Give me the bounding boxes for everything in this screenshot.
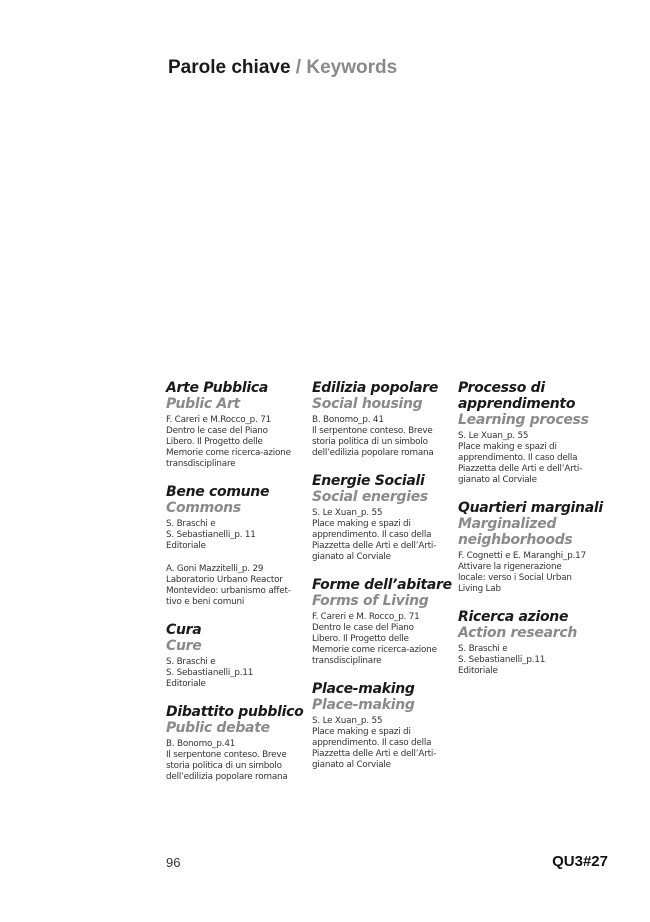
article-reference — [458, 644, 608, 677]
keyword-italian: Dibattito pubblico — [166, 704, 304, 720]
keyword-entry — [312, 380, 452, 459]
title-italian: Parole chiave — [168, 57, 291, 78]
reference-line: S. Sebastianelli_p. 11 — [166, 530, 256, 540]
reference-line: Dentro le case del Piano — [312, 623, 414, 633]
article-reference — [312, 716, 452, 771]
keyword-italian: apprendimento — [458, 396, 576, 412]
reference-line: Place making e spazi di — [312, 727, 411, 737]
reference-line: transdisciplinare — [166, 459, 236, 469]
article-reference — [458, 431, 608, 486]
keyword-italian: Bene comune — [166, 484, 270, 500]
reference-line: Piazzetta delle Arti e dell’Arti- — [312, 541, 437, 551]
reference-line: S. Braschi e — [166, 519, 216, 529]
page-number: 96 — [166, 855, 181, 870]
reference-line: transdisciplinare — [312, 656, 382, 666]
issue-label: QU3#27 — [552, 853, 608, 870]
reference-line: S. Le Xuan_p. 55 — [458, 431, 529, 441]
keyword-entry — [458, 380, 608, 486]
reference-line: S. Sebastianelli_p.11 — [458, 655, 546, 665]
reference-line: apprendimento. Il caso della — [458, 453, 578, 463]
reference-line: dell’edilizia popolare romana — [166, 772, 288, 782]
article-reference — [312, 508, 452, 563]
keyword-italian: Quartieri marginali — [458, 500, 603, 516]
keyword-column-1 — [166, 380, 306, 797]
reference-line: F. Careri e M.Rocco_p. 71 — [166, 415, 271, 425]
article-reference — [458, 551, 608, 595]
reference-line: Libero. Il Progetto delle — [166, 437, 263, 447]
reference-line: gianato al Corviale — [312, 552, 391, 562]
keyword-italian: Place-making — [312, 681, 415, 697]
reference-line: locale: verso i Social Urban — [458, 573, 572, 583]
keyword-english: Learning process — [458, 412, 589, 428]
reference-line: B. Bonomo_p.41 — [166, 739, 236, 749]
reference-line: gianato al Corviale — [458, 475, 537, 485]
keyword-column-2 — [312, 380, 452, 785]
keyword-english: Commons — [166, 500, 241, 516]
title-separator: / — [290, 57, 307, 78]
keyword-entry — [166, 380, 306, 470]
reference-line: B. Bonomo_p. 41 — [312, 415, 384, 425]
reference-line: tivo e beni comuni — [166, 597, 245, 607]
article-reference — [166, 739, 306, 783]
article-reference — [166, 519, 306, 552]
keyword-column-3 — [458, 380, 608, 691]
keyword-italian: Forme dell’abitare — [312, 577, 452, 593]
reference-line: Living Lab — [458, 584, 501, 594]
keyword-italian: Edilizia popolare — [312, 380, 439, 396]
keyword-entry — [312, 577, 452, 667]
keyword-italian: Cura — [166, 622, 202, 638]
reference-line: S. Le Xuan_p. 55 — [312, 716, 383, 726]
keyword-entry — [166, 622, 306, 690]
keyword-italian: Energie Sociali — [312, 473, 425, 489]
keyword-english: neighborhoods — [458, 532, 573, 548]
reference-line: Il serpentone conteso. Breve — [312, 426, 433, 436]
keyword-italian: Ricerca azione — [458, 609, 569, 625]
page-title — [168, 57, 397, 79]
reference-line: Libero. Il Progetto delle — [312, 634, 409, 644]
article-reference — [312, 415, 452, 459]
keyword-italian: Arte Pubblica — [166, 380, 269, 396]
reference-line: Place making e spazi di — [312, 519, 411, 529]
article-reference — [166, 657, 306, 690]
article-reference — [312, 612, 452, 667]
keyword-entry — [312, 681, 452, 771]
reference-line: S. Braschi e — [166, 657, 216, 667]
keyword-entry — [166, 484, 306, 608]
reference-line: Attivare la rigenerazione — [458, 562, 562, 572]
keyword-italian: Processo di — [458, 380, 545, 396]
reference-line: Piazzetta delle Arti e dell’Arti- — [458, 464, 583, 474]
reference-line: F. Careri e M. Rocco_p. 71 — [312, 612, 420, 622]
keyword-entry — [312, 473, 452, 563]
reference-line: Laboratorio Urbano Reactor — [166, 575, 283, 585]
reference-line: Editoriale — [458, 666, 498, 676]
keyword-english: Public Art — [166, 396, 240, 412]
reference-line: gianato al Corviale — [312, 760, 391, 770]
reference-line: storia politica di un simbolo — [312, 437, 428, 447]
reference-line: S. Braschi e — [458, 644, 508, 654]
reference-line: dell’edilizia popolare romana — [312, 448, 434, 458]
keyword-english: Marginalized — [458, 516, 557, 532]
reference-line: Il serpentone conteso. Breve — [166, 750, 287, 760]
reference-line: S. Sebastianelli_p.11 — [166, 668, 254, 678]
keyword-english: Forms of Living — [312, 593, 429, 609]
keyword-english: Public debate — [166, 720, 270, 736]
keyword-english: Social housing — [312, 396, 423, 412]
keyword-english: Place-making — [312, 697, 415, 713]
article-reference — [166, 415, 306, 470]
keyword-entry — [458, 500, 608, 595]
reference-line: apprendimento. Il caso della — [312, 738, 432, 748]
reference-line: Place making e spazi di — [458, 442, 557, 452]
reference-line: Editoriale — [166, 541, 206, 551]
keyword-english: Social energies — [312, 489, 428, 505]
reference-line: A. Goni Mazzitelli_p. 29 — [166, 564, 264, 574]
reference-line: Editoriale — [166, 679, 206, 689]
reference-line: Memorie come ricerca-azione — [312, 645, 437, 655]
reference-line: S. Le Xuan_p. 55 — [312, 508, 383, 518]
reference-line: storia politica di un simbolo — [166, 761, 282, 771]
reference-line: Memorie come ricerca-azione — [166, 448, 291, 458]
title-english: Keywords — [306, 57, 398, 78]
reference-line: F. Cognetti e E. Maranghi_p.17 — [458, 551, 586, 561]
keyword-english: Cure — [166, 638, 202, 654]
reference-line: apprendimento. Il caso della — [312, 530, 432, 540]
reference-line: Dentro le case del Piano — [166, 426, 268, 436]
keyword-entry — [166, 704, 306, 783]
keyword-entry — [458, 609, 608, 677]
keyword-english: Action research — [458, 625, 577, 641]
article-reference — [166, 564, 306, 608]
reference-line: Piazzetta delle Arti e dell’Arti- — [312, 749, 437, 759]
reference-line: Montevideo: urbanismo affet- — [166, 586, 291, 596]
